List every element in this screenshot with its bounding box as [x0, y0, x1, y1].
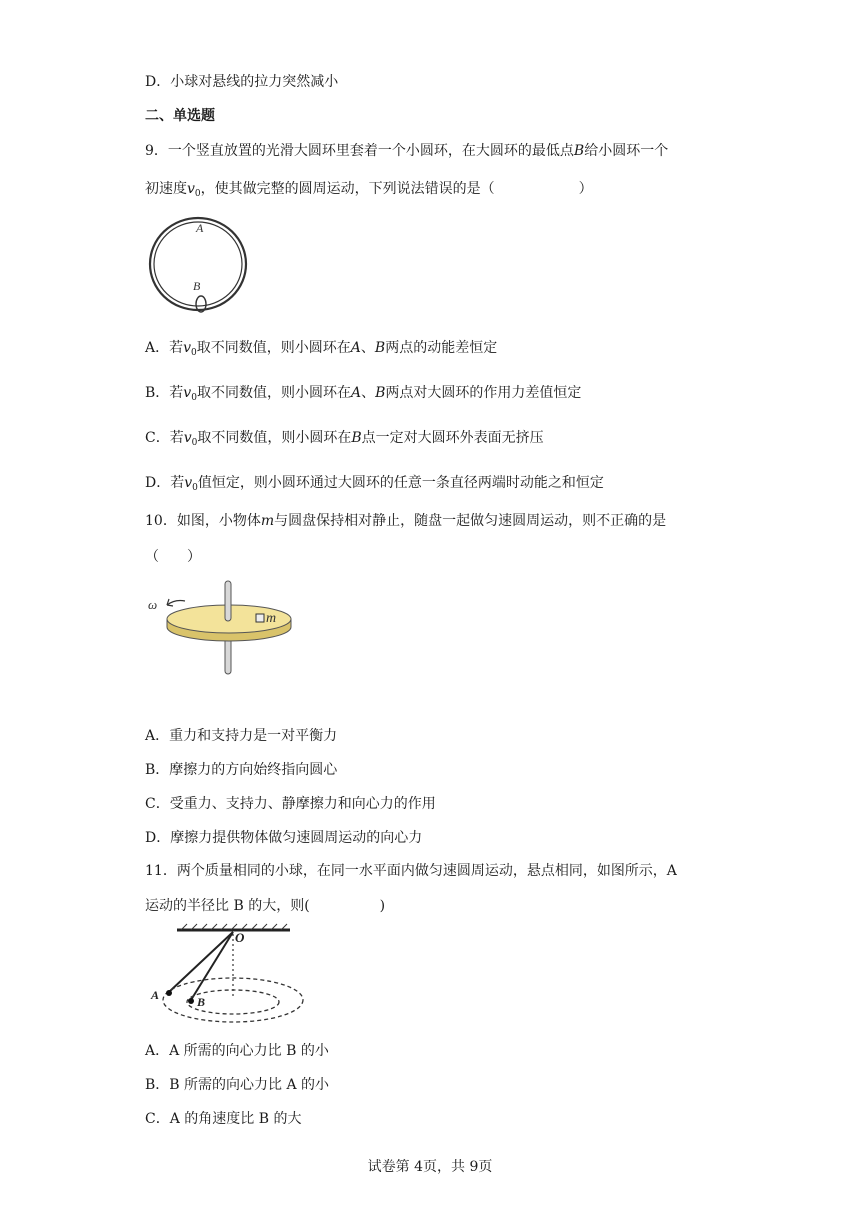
q9-b-sub: 0 [191, 393, 197, 403]
q10-option-b: B．摩擦力的方向始终指向圆心 [145, 762, 338, 778]
q9-b-sep: 、 [361, 385, 376, 401]
q9-d-mid: 值恒定，则小圆环通过大圆环的任意一条直径两端时动能之和恒定 [197, 475, 604, 491]
q11-option-b: B．B 所需的向心力比 A 的小 [145, 1077, 330, 1093]
fig-label-a: A [196, 221, 204, 235]
fig-label-b: B [193, 279, 201, 293]
q9-d-v: v [184, 475, 193, 491]
q9-v: v [187, 181, 195, 197]
q9-c-post: 点一定对大圆环外表面无挤压 [361, 430, 544, 446]
q11-stem-line2: 运动的半径比 B 的大，则( ) [145, 898, 386, 914]
fig-label-b11: B [197, 995, 206, 1009]
q9-a-post: 两点的动能差恒定 [385, 340, 498, 356]
q10-option-c: C．受重力、支持力、静摩擦力和向心力的作用 [145, 796, 436, 812]
q10-stem-line1 [145, 511, 666, 531]
q9-a-v: v [183, 340, 192, 356]
q9-a-pre: A．若 [145, 340, 184, 356]
small-object [256, 614, 264, 622]
q9-d-pre: D．若 [145, 475, 185, 491]
q9-option-a [145, 338, 497, 363]
q9-b-post: 两点对大圆环的作用力差值恒定 [385, 385, 582, 401]
q10-option-a: A．重力和支持力是一对平衡力 [145, 728, 338, 744]
q9-a-mid: 取不同数值，则小圆环在 [196, 340, 351, 356]
q9-line1-end: 给小圆环一个 [584, 143, 669, 159]
q9-b-mid: 取不同数值，则小圆环在 [196, 385, 351, 401]
q8-option-d: D．小球对悬线的拉力突然减小 [145, 74, 339, 90]
q9-a-sep: 、 [360, 340, 375, 356]
q9-option-d [145, 473, 604, 498]
q11-stem-line1: 11．两个质量相同的小球，在同一水平面内做匀速圆周运动，悬点相同，如图所示，A [145, 863, 677, 879]
page-footer: 试卷第 4页，共 9页 [367, 1159, 493, 1175]
fig-label-m: m [266, 611, 277, 626]
fig-label-a11: A [151, 988, 160, 1002]
q9-c-mid: 取不同数值，则小圆环在 [197, 430, 352, 446]
q9-b-pre: B．若 [145, 385, 184, 401]
ball-b [188, 998, 194, 1004]
q9-a-point-a: A [350, 340, 361, 356]
q11-option-c: C．A 的角速度比 B 的大 [145, 1111, 302, 1127]
fig-label-omega: ω [148, 597, 158, 612]
q9-line1-text: 9．一个竖直放置的光滑大圆环里套着一个小圆环，在大圆环的最低点 [145, 143, 574, 159]
section-title: 二、单选题 [145, 108, 215, 124]
q10-line1-post: 与圆盘保持相对静止，随盘一起做匀速圆周运动，则不正确的是 [274, 513, 667, 529]
ball-a [166, 990, 172, 996]
q9-option-c [145, 428, 544, 453]
q9-b-point-b: B [375, 385, 386, 401]
q9-b-point-a: A [350, 385, 362, 401]
q9-option-b [145, 383, 581, 408]
q10-line1-pre: 10．如图，小物体 [145, 513, 261, 529]
q11-option-a: A．A 所需的向心力比 B 的小 [145, 1043, 329, 1059]
omega-arrow [167, 601, 185, 606]
q9-v-sub: 0 [194, 189, 201, 199]
q11-pendulum-figure [145, 922, 315, 1034]
q9-b-v: v [183, 385, 192, 401]
q9-point-b: B [573, 143, 585, 159]
q9-c-pre: C．若 [145, 430, 184, 446]
q9-d-sub: 0 [192, 483, 198, 493]
q9-ring-figure [145, 212, 255, 318]
q9-c-sub: 0 [191, 438, 198, 448]
q9-line2-pre: 初速度 [145, 181, 187, 197]
axle-top [225, 581, 231, 621]
q10-m: m [260, 513, 275, 529]
q10-disk-figure [145, 577, 305, 677]
q9-c-point-b: B [351, 430, 362, 446]
q9-a-point-b: B [374, 340, 386, 356]
q9-c-v: v [183, 430, 192, 446]
q9-stem-line1 [145, 141, 668, 161]
q9-stem-line2 [145, 179, 593, 204]
q10-stem-line2: （ ） [145, 549, 201, 565]
q9-a-sub: 0 [191, 348, 197, 358]
q10-option-d: D．摩擦力提供物体做匀速圆周运动的向心力 [145, 830, 423, 846]
fig-label-o: O [235, 930, 245, 945]
q9-line2-post: ，使其做完整的圆周运动，下列说法错误的是（ ） [200, 181, 593, 197]
